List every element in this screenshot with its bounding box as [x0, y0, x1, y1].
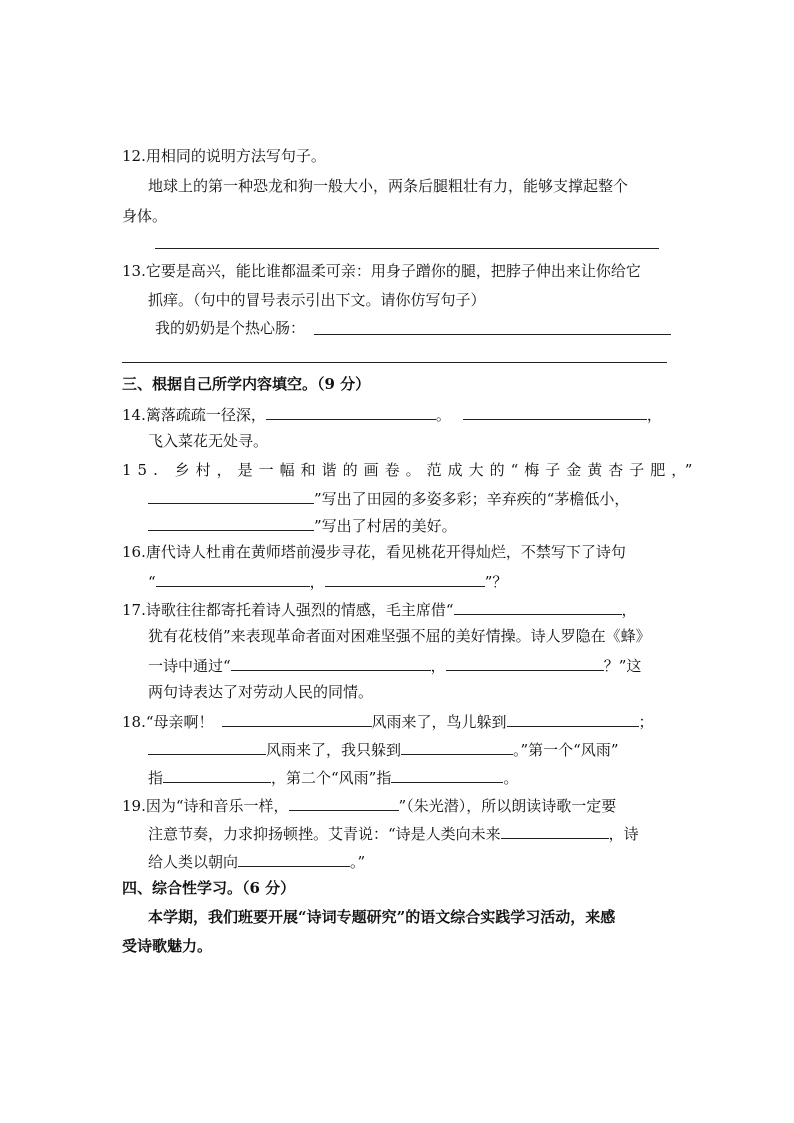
q14-blank2[interactable]: [463, 403, 647, 420]
q14-line1: [122, 403, 662, 423]
section4-heading: 四、综合性学习。（6 分）: [122, 879, 296, 897]
q15-line3: [148, 514, 457, 534]
q18-line1-end: ；: [638, 713, 654, 731]
q19-line2-start: 注意节奏，力求抑扬顿挫。艾青说：“诗是人类向未来: [148, 825, 501, 843]
q12-answer-line[interactable]: [155, 248, 659, 249]
q17-line3-end: ？”这: [603, 657, 642, 675]
q12-text-line2: 身体。: [122, 207, 168, 225]
q18-line3: [148, 766, 518, 786]
q19-line3-end: 。”: [350, 853, 366, 871]
q19-line3-start: 给人类以朝向: [148, 853, 239, 871]
q17-blank1[interactable]: [454, 598, 622, 615]
section4-intro-line2: 受诗歌魅力。: [122, 937, 213, 955]
q15-blank1[interactable]: [148, 487, 314, 504]
q17-line3-comma: ，: [430, 657, 446, 675]
q13-answer-line1[interactable]: [314, 334, 671, 335]
q19-line3: [148, 850, 365, 870]
q17-line4: 两句诗表达了对劳动人民的同情。: [148, 683, 374, 701]
q17-blank3[interactable]: [446, 654, 604, 671]
q16-open-quote: “: [148, 573, 156, 591]
q18-blank1[interactable]: [222, 710, 372, 727]
q14-end: ，: [646, 406, 662, 424]
section4-intro-line1: 本学期，我们班要开展“诗词专题研究”的语文综合实践学习活动，来感: [148, 908, 616, 926]
q17-line3: [148, 654, 641, 674]
q14-line2: 飞入菜花无处寻。: [148, 432, 269, 450]
q13-line2: 抓痒。（句中的冒号表示引出下文。请你仿写句子）: [148, 291, 486, 309]
q19-blank1[interactable]: [289, 794, 399, 811]
q18-line2-end: 。”第一个“风雨”: [513, 741, 619, 759]
q17-line1-end: ，: [621, 601, 637, 619]
q17-line3-start: 一诗中通过“: [148, 657, 231, 675]
q16-line2: [148, 570, 507, 590]
q18-line3-end: 。: [503, 769, 519, 787]
q18-line3-mid: ，第二个“风雨”指: [271, 769, 392, 787]
q14-start: 14.篱落疏疏一径深，: [122, 406, 266, 424]
q15-line2: [148, 487, 629, 507]
q18-blank5[interactable]: [163, 766, 271, 783]
q15-blank2[interactable]: [148, 514, 314, 531]
q19-blank3[interactable]: [238, 850, 350, 867]
q18-line1-mid: 风雨来了，鸟儿躲到: [371, 713, 507, 731]
q17-line1-text: 17.诗歌往往都寄托着诗人强烈的情感，毛主席借“: [122, 601, 454, 619]
q19-line1-end: ”（朱光潜），所以朗读诗歌一定要: [398, 797, 617, 815]
q13-answer-line2[interactable]: [122, 362, 667, 363]
q19-line2: [148, 822, 639, 842]
q12-text-line1: 地球上的第一种恐龙和狗一般大小，两条后腿粗壮有力，能够支撑起整个: [148, 177, 629, 195]
q16-close: ”？: [484, 573, 508, 591]
q17-line2: 犹有花枝俏”来表现革命者面对困难坚强不屈的美好情操。诗人罗隐在《蜂》: [148, 627, 651, 645]
q18-line1-start: 18.“母亲啊！: [122, 713, 214, 731]
q18-line2: [148, 738, 619, 758]
q18-blank3[interactable]: [148, 738, 266, 755]
q17-line1: [122, 598, 637, 618]
q18-line3-start: 指: [148, 769, 164, 787]
section3-heading: 三、根据自己所学内容填空。（9 分）: [122, 375, 371, 393]
q15-line1: 15. 乡村，是一幅和谐的画卷。范成大的“梅子金黄杏子肥，”: [122, 461, 699, 479]
q18-blank6[interactable]: [391, 766, 503, 783]
q18-blank2[interactable]: [507, 710, 639, 727]
q16-comma: ，: [309, 573, 325, 591]
q13-line1: 13.它要是高兴，能比谁都温柔可亲：用身子蹭你的腿，把脖子伸出来让你给它: [122, 262, 641, 280]
q19-line1: [122, 794, 616, 814]
q18-line1: [122, 710, 654, 730]
q15-line2-rest: ”写出了田园的多姿多彩；辛弃疾的“茅檐低小，: [314, 490, 630, 508]
q18-blank4[interactable]: [401, 738, 513, 755]
q16-line1: 16.唐代诗人杜甫在黄师塔前漫步寻花，看见桃花开得灿烂，不禁写下了诗句: [122, 543, 626, 561]
q19-line1-start: 19.因为“诗和音乐一样，: [122, 797, 289, 815]
q19-blank2[interactable]: [501, 822, 609, 839]
q16-blank1[interactable]: [156, 570, 310, 587]
q16-blank2[interactable]: [325, 570, 485, 587]
q18-line2-mid: 风雨来了，我只躲到: [266, 741, 402, 759]
q15-line3-rest: ”写出了村居的美好。: [314, 517, 457, 535]
q17-blank2[interactable]: [231, 654, 431, 671]
q19-line2-end: ，诗: [608, 825, 639, 843]
q14-mid: 。: [435, 406, 451, 424]
q13-prompt: 我的奶奶是个热心肠：: [155, 319, 306, 337]
q14-blank1[interactable]: [266, 403, 436, 420]
q12-title: 12.用相同的说明方法写句子。: [122, 147, 326, 165]
